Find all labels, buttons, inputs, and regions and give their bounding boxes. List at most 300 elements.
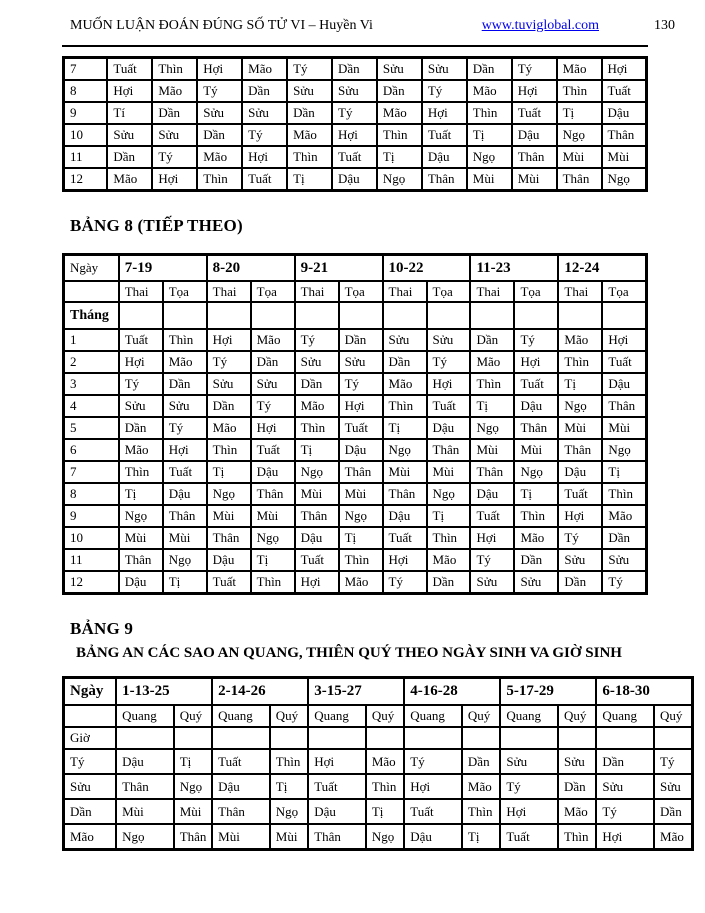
empty-cell: [366, 727, 404, 749]
table-cell: Tị: [119, 483, 163, 505]
table-cell: Mùi: [427, 461, 471, 483]
empty-cell: [427, 302, 471, 329]
table-cell: Tý: [152, 146, 197, 168]
column-group-header: 4-16-28: [404, 678, 500, 706]
table-cell: Dậu: [470, 483, 514, 505]
table-cell: Mão: [152, 80, 197, 102]
table-cell: Sửu: [654, 774, 692, 799]
table-cell: Thìn: [119, 461, 163, 483]
table-cell: Thìn: [514, 505, 558, 527]
table-cell: Ngọ: [270, 799, 308, 824]
table-cell: Tuất: [339, 417, 383, 439]
table-row: [64, 824, 693, 850]
table-cell: Mão: [654, 824, 692, 850]
empty-cell: [207, 302, 251, 329]
table-cell: Dần: [558, 571, 602, 594]
sub-header-cell: Quang: [212, 705, 270, 727]
table-cell: Hợi: [470, 527, 514, 549]
page-header: [62, 18, 685, 34]
table-cell: Dậu: [427, 417, 471, 439]
table-cell: Ngọ: [470, 417, 514, 439]
table-cell: Mùi: [602, 417, 646, 439]
row-label-cell: Sửu: [64, 774, 117, 799]
table-cell: Tị: [174, 749, 212, 774]
table-cell: Hợi: [422, 102, 467, 124]
table-cell: Mùi: [467, 168, 512, 191]
table-cell: Sửu: [207, 373, 251, 395]
table-cell: Mùi: [514, 439, 558, 461]
table-cell: Mão: [295, 395, 339, 417]
corner-header-cell: Ngày: [64, 255, 119, 282]
table-cell: Tuất: [212, 749, 270, 774]
table-cell: Hợi: [558, 505, 602, 527]
table-row: [64, 749, 693, 774]
table-cell: Tuất: [427, 395, 471, 417]
row-label-cell: 4: [64, 395, 119, 417]
table-cell: Tuất: [500, 824, 558, 850]
sub-header-cell: Quang: [500, 705, 558, 727]
table-cell: Tị: [251, 549, 295, 571]
header-divider: [62, 45, 648, 47]
table-cell: Thân: [119, 549, 163, 571]
table-cell: Tị: [207, 461, 251, 483]
table-cell: Tuất: [163, 461, 207, 483]
table-cell: Hợi: [602, 329, 646, 351]
table-cell: Thìn: [558, 824, 596, 850]
table-cell: Mùi: [163, 527, 207, 549]
sub-header-cell: Tọa: [514, 281, 558, 302]
table-cell: Thân: [207, 527, 251, 549]
table-cell: Thìn: [287, 146, 332, 168]
row-label-cell: 3: [64, 373, 119, 395]
table-cell: Mão: [287, 124, 332, 146]
sub-header-cell: Quang: [404, 705, 462, 727]
empty-cell: [270, 727, 308, 749]
corner-empty-cell: [64, 281, 119, 302]
table-cell: Thìn: [383, 395, 427, 417]
sub-header-cell: Tọa: [602, 281, 646, 302]
table-cell: Mùi: [339, 483, 383, 505]
table-cell: Hợi: [500, 799, 558, 824]
table-cell: Tị: [270, 774, 308, 799]
table-cell: Dậu: [404, 824, 462, 850]
table-cell: Dần: [467, 58, 512, 81]
table-cell: Dần: [287, 102, 332, 124]
row-label-cell: 1: [64, 329, 119, 351]
table-cell: Ngọ: [558, 395, 602, 417]
table-cell: Hợi: [251, 417, 295, 439]
bang8-table-top: [62, 56, 648, 192]
column-group-header: 2-14-26: [212, 678, 308, 706]
table-cell: Mão: [383, 373, 427, 395]
sub-header-cell: Thai: [383, 281, 427, 302]
table-cell: Sửu: [332, 80, 377, 102]
row-label-cell: Dần: [64, 799, 117, 824]
table-cell: Hợi: [119, 351, 163, 373]
sub-header-cell: Quý: [558, 705, 596, 727]
table-cell: Tý: [163, 417, 207, 439]
table-cell: Mão: [470, 351, 514, 373]
table-row: [64, 774, 693, 799]
table-cell: Thân: [512, 146, 557, 168]
row-label-cell: 10: [64, 124, 108, 146]
table-cell: Dậu: [422, 146, 467, 168]
table-row: [64, 439, 647, 461]
table-cell: Tuất: [107, 58, 152, 81]
table-cell: Dần: [383, 351, 427, 373]
column-group-header: 11-23: [470, 255, 558, 282]
table-cell: Ngọ: [207, 483, 251, 505]
table-cell: Dần: [514, 549, 558, 571]
column-group-header: 3-15-27: [308, 678, 404, 706]
table-cell: Dậu: [207, 549, 251, 571]
table-cell: Thìn: [295, 417, 339, 439]
sub-header-cell: Quý: [366, 705, 404, 727]
empty-cell: [404, 727, 462, 749]
table-cell: Tý: [422, 80, 467, 102]
table-cell: Sửu: [500, 749, 558, 774]
table-cell: Mão: [163, 351, 207, 373]
table-cell: Sửu: [558, 749, 596, 774]
table-cell: Tị: [383, 417, 427, 439]
table-cell: Thìn: [163, 329, 207, 351]
table-cell: Thân: [514, 417, 558, 439]
table-cell: Tị: [339, 527, 383, 549]
table-cell: Tý: [287, 58, 332, 81]
section-label-cell: Tháng: [64, 302, 119, 329]
table-cell: Tý: [197, 80, 242, 102]
bang9-table: [62, 676, 694, 851]
table-cell: Hợi: [514, 351, 558, 373]
table-cell: Tuất: [514, 373, 558, 395]
table-cell: Dậu: [558, 461, 602, 483]
table-cell: Tuất: [332, 146, 377, 168]
table-row: [64, 395, 647, 417]
table-row: [64, 799, 693, 824]
table-cell: Dậu: [116, 749, 174, 774]
table-cell: Tý: [242, 124, 287, 146]
table-cell: Mão: [251, 329, 295, 351]
row-label-cell: 12: [64, 168, 108, 191]
table-cell: Thân: [163, 505, 207, 527]
row-label-cell: 11: [64, 549, 119, 571]
table-cell: Tị: [366, 799, 404, 824]
table-cell: Ngọ: [339, 505, 383, 527]
table-header-row: [64, 678, 693, 706]
sub-header-cell: Quý: [174, 705, 212, 727]
row-label-cell: Mão: [64, 824, 117, 850]
table-cell: Hợi: [242, 146, 287, 168]
section-label-cell: Giờ: [64, 727, 117, 749]
table-cell: Dậu: [339, 439, 383, 461]
table-row: [64, 417, 647, 439]
table-cell: Mão: [377, 102, 422, 124]
table-cell: Ngọ: [377, 168, 422, 191]
table-row: [64, 146, 647, 168]
table-cell: Mùi: [557, 146, 602, 168]
table-cell: Hợi: [197, 58, 242, 81]
column-group-header: 10-22: [383, 255, 471, 282]
table-cell: Thìn: [427, 527, 471, 549]
table-cell: Tý: [558, 527, 602, 549]
row-label-cell: 8: [64, 80, 108, 102]
table-row: [64, 80, 647, 102]
bang9-heading: BẢNG 9: [70, 619, 134, 638]
table-cell: Tý: [654, 749, 692, 774]
table-cell: Sửu: [163, 395, 207, 417]
table-cell: Hợi: [332, 124, 377, 146]
table-subheader-row: [64, 705, 693, 727]
table-row: [64, 124, 647, 146]
table-cell: Dậu: [602, 373, 646, 395]
table-cell: Mùi: [512, 168, 557, 191]
row-label-cell: Tý: [64, 749, 117, 774]
table-cell: Mão: [514, 527, 558, 549]
table-cell: Sửu: [295, 351, 339, 373]
table-cell: Thân: [251, 483, 295, 505]
table-cell: Tuất: [404, 799, 462, 824]
corner-header-cell: Ngày: [64, 678, 117, 706]
sub-header-cell: Quý: [654, 705, 692, 727]
sub-header-cell: Thai: [295, 281, 339, 302]
table-cell: Mùi: [174, 799, 212, 824]
table-cell: Mão: [558, 329, 602, 351]
table-cell: Tuất: [558, 483, 602, 505]
table-cell: Tuất: [602, 351, 646, 373]
column-group-header: 6-18-30: [596, 678, 692, 706]
table-cell: Sửu: [377, 58, 422, 81]
table-cell: Sửu: [339, 351, 383, 373]
table-cell: Tý: [602, 571, 646, 594]
table-cell: Mão: [119, 439, 163, 461]
table-cell: Tý: [295, 329, 339, 351]
table-cell: Dần: [596, 749, 654, 774]
table-cell: Tý: [119, 373, 163, 395]
empty-cell: [119, 302, 163, 329]
table-cell: Thìn: [470, 373, 514, 395]
empty-cell: [339, 302, 383, 329]
section-label-row: [64, 727, 693, 749]
column-group-header: 5-17-29: [500, 678, 596, 706]
table-cell: Mão: [462, 774, 500, 799]
table-cell: Dần: [251, 351, 295, 373]
table-cell: Ngọ: [119, 505, 163, 527]
table-cell: Dần: [207, 395, 251, 417]
empty-cell: [251, 302, 295, 329]
sub-header-cell: Quang: [308, 705, 366, 727]
table-cell: Tuất: [251, 439, 295, 461]
table-cell: Mùi: [383, 461, 427, 483]
row-label-cell: 9: [64, 505, 119, 527]
table-cell: Sửu: [383, 329, 427, 351]
table-cell: Thân: [427, 439, 471, 461]
table-cell: Thân: [116, 774, 174, 799]
table-cell: Thân: [558, 439, 602, 461]
table-cell: Ngọ: [427, 483, 471, 505]
table-cell: Mùi: [558, 417, 602, 439]
table-cell: Tuất: [242, 168, 287, 191]
table-cell: Ngọ: [163, 549, 207, 571]
sub-header-cell: Tọa: [427, 281, 471, 302]
table-cell: Hợi: [163, 439, 207, 461]
table-cell: Tị: [602, 461, 646, 483]
table-cell: Thìn: [339, 549, 383, 571]
table-cell: Thìn: [251, 571, 295, 594]
sub-header-cell: Thai: [470, 281, 514, 302]
empty-cell: [462, 727, 500, 749]
column-group-header: 7-19: [119, 255, 207, 282]
table-cell: Tuất: [422, 124, 467, 146]
table-cell: Ngọ: [467, 146, 512, 168]
empty-cell: [308, 727, 366, 749]
row-label-cell: 7: [64, 58, 108, 81]
table-cell: Thìn: [197, 168, 242, 191]
table-cell: Thìn: [462, 799, 500, 824]
row-label-cell: 9: [64, 102, 108, 124]
table-cell: Hợi: [512, 80, 557, 102]
row-label-cell: 7: [64, 461, 119, 483]
table-cell: Thìn: [557, 80, 602, 102]
table-cell: Dần: [163, 373, 207, 395]
table-cell: Hợi: [383, 549, 427, 571]
table-cell: Mùi: [212, 824, 270, 850]
table-row: [64, 351, 647, 373]
sub-header-cell: Tọa: [251, 281, 295, 302]
book-title: MUỐN LUẬN ĐOÁN ĐÚNG SỐ TỬ VI – Huyền Vi: [70, 18, 373, 33]
table-cell: Tị: [163, 571, 207, 594]
table-row: [64, 483, 647, 505]
table-cell: Ngọ: [602, 439, 646, 461]
table-cell: Hợi: [404, 774, 462, 799]
table-cell: Mùi: [119, 527, 163, 549]
table-cell: Dậu: [119, 571, 163, 594]
table-cell: Sửu: [197, 102, 242, 124]
row-label-cell: 8: [64, 483, 119, 505]
table-cell: Dần: [377, 80, 422, 102]
table-cell: Tị: [557, 102, 602, 124]
table-cell: Dần: [242, 80, 287, 102]
sub-header-cell: Thai: [207, 281, 251, 302]
table-cell: Mão: [558, 799, 596, 824]
empty-cell: [596, 727, 654, 749]
sub-header-cell: Tọa: [163, 281, 207, 302]
table-cell: Sửu: [287, 80, 332, 102]
sub-header-cell: Thai: [558, 281, 602, 302]
sub-header-cell: Quang: [596, 705, 654, 727]
row-label-cell: 12: [64, 571, 119, 594]
table-cell: Mão: [557, 58, 602, 81]
table-cell: Dậu: [212, 774, 270, 799]
table-cell: Sửu: [242, 102, 287, 124]
table-cell: Hợi: [207, 329, 251, 351]
table-cell: Tuất: [207, 571, 251, 594]
table-cell: Tý: [339, 373, 383, 395]
table-cell: Sửu: [558, 549, 602, 571]
table-cell: Sửu: [119, 395, 163, 417]
table-cell: Dậu: [251, 461, 295, 483]
empty-cell: [558, 727, 596, 749]
table-cell: Tuất: [383, 527, 427, 549]
table-cell: Dậu: [383, 505, 427, 527]
table-cell: Thìn: [558, 351, 602, 373]
table-subheader-row: [64, 281, 647, 302]
table-cell: Dậu: [512, 124, 557, 146]
table-cell: Thân: [212, 799, 270, 824]
website-link[interactable]: www.tuviglobal.com: [481, 18, 599, 33]
table-cell: Sửu: [422, 58, 467, 81]
table-cell: Mão: [427, 549, 471, 571]
table-cell: Ngọ: [295, 461, 339, 483]
table-cell: Tị: [377, 146, 422, 168]
empty-cell: [383, 302, 427, 329]
table-row: [64, 571, 647, 594]
table-cell: Thìn: [366, 774, 404, 799]
table-cell: Dần: [197, 124, 242, 146]
table-cell: Hợi: [602, 58, 647, 81]
table-cell: Sửu: [107, 124, 152, 146]
table-cell: Dần: [602, 527, 646, 549]
column-group-header: 12-24: [558, 255, 646, 282]
table-cell: Tuất: [470, 505, 514, 527]
table-cell: Mão: [467, 80, 512, 102]
table-cell: Ngọ: [116, 824, 174, 850]
empty-cell: [500, 727, 558, 749]
table-cell: Dậu: [602, 102, 647, 124]
table-cell: Thân: [339, 461, 383, 483]
table-cell: Thìn: [467, 102, 512, 124]
empty-cell: [295, 302, 339, 329]
table-row: [64, 102, 647, 124]
table-cell: Tý: [596, 799, 654, 824]
empty-cell: [558, 302, 602, 329]
table-cell: Ngọ: [514, 461, 558, 483]
table-cell: Dần: [119, 417, 163, 439]
table-cell: Sửu: [596, 774, 654, 799]
table-cell: Thân: [308, 824, 366, 850]
table-cell: Sửu: [427, 329, 471, 351]
table-cell: Thân: [470, 461, 514, 483]
empty-cell: [602, 302, 646, 329]
table-cell: Hợi: [295, 571, 339, 594]
table-cell: Tí: [107, 102, 152, 124]
table-cell: Thân: [602, 395, 646, 417]
table-cell: Tị: [558, 373, 602, 395]
table-cell: Mão: [602, 505, 646, 527]
table-cell: Thân: [422, 168, 467, 191]
table-cell: Ngọ: [366, 824, 404, 850]
table-cell: Ngọ: [383, 439, 427, 461]
table-cell: Mão: [339, 571, 383, 594]
table-cell: Sửu: [251, 373, 295, 395]
table-cell: Tị: [427, 505, 471, 527]
table-row: [64, 329, 647, 351]
table-cell: Thìn: [207, 439, 251, 461]
table-cell: Tý: [332, 102, 377, 124]
section-label-row: [64, 302, 647, 329]
table-cell: Mão: [366, 749, 404, 774]
table-row: [64, 168, 647, 191]
table-cell: Sửu: [152, 124, 197, 146]
table-cell: Mùi: [295, 483, 339, 505]
table-cell: Tý: [500, 774, 558, 799]
empty-cell: [174, 727, 212, 749]
table-cell: Dần: [152, 102, 197, 124]
table-row: [64, 505, 647, 527]
table-cell: Tuất: [602, 80, 647, 102]
table-cell: Mùi: [116, 799, 174, 824]
table-cell: Dần: [427, 571, 471, 594]
table-cell: Dần: [462, 749, 500, 774]
